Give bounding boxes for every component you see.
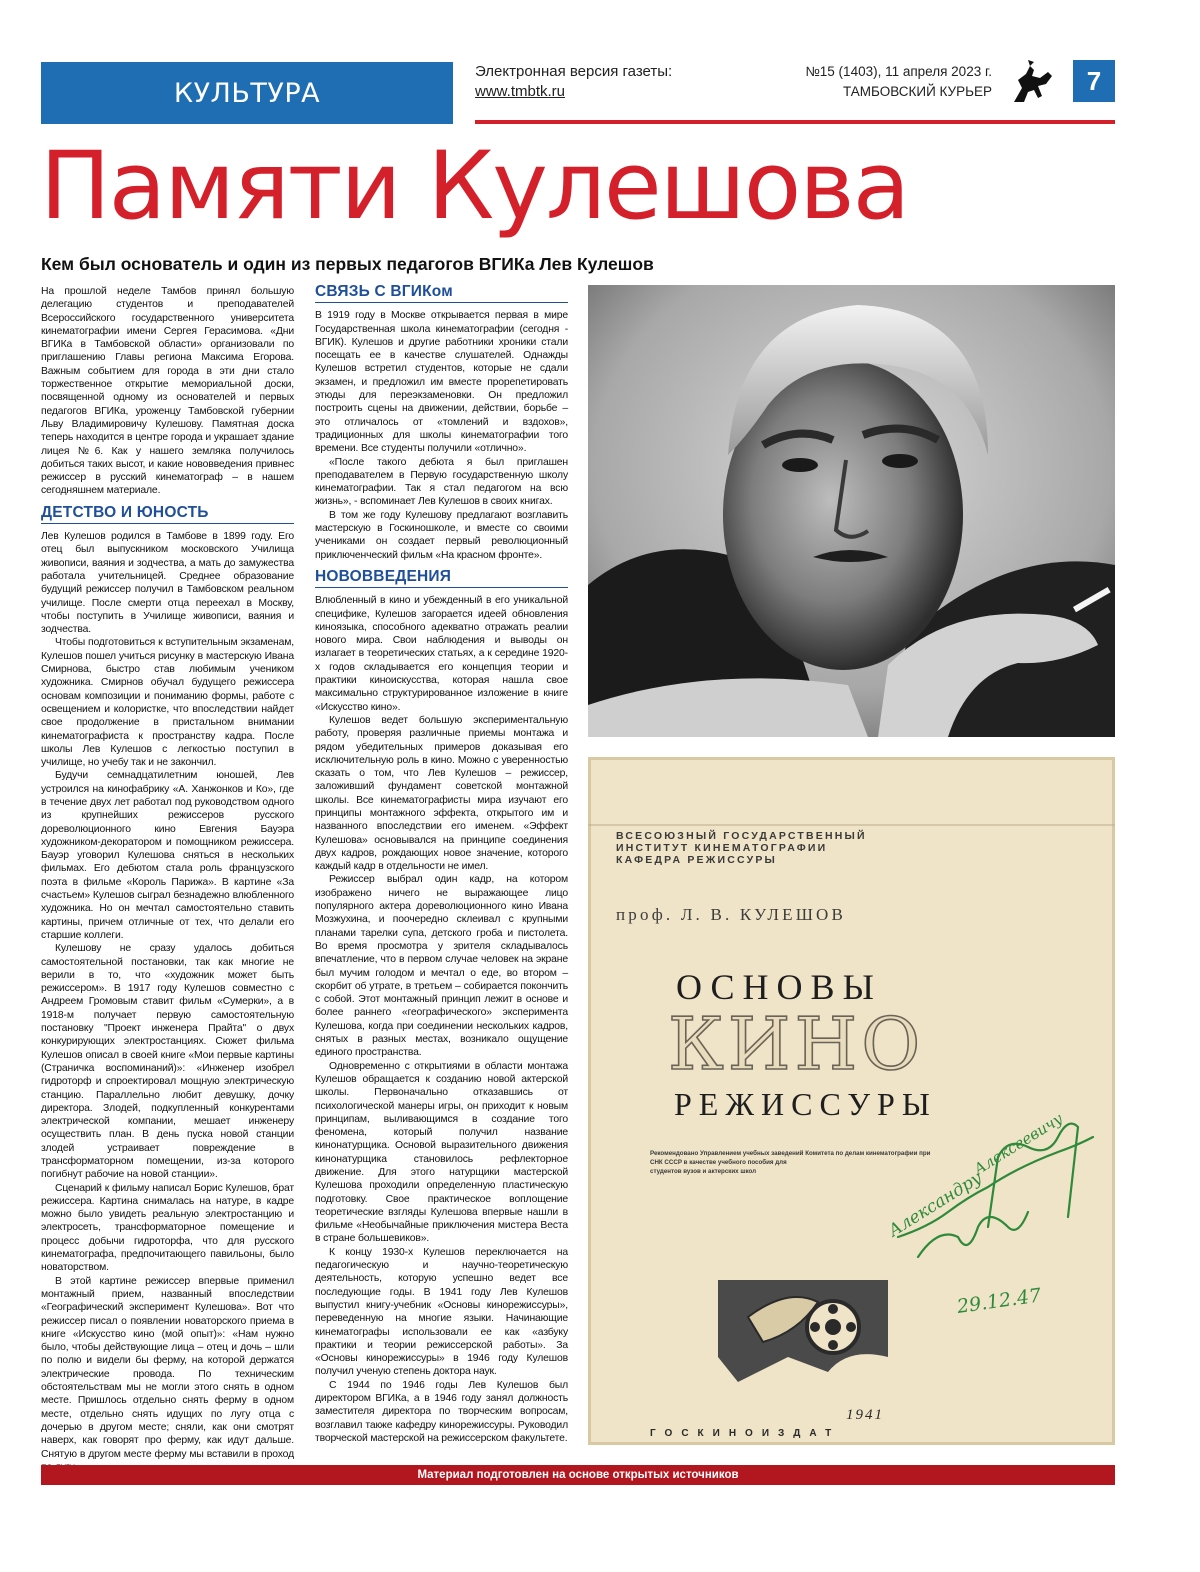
paragraph: В том же году Кулешову предлагают возглавить мастерскую в Госкиношколе, и вместе со своими учениками он создает первый революционный приключенческий фильм «На красном фронте». [315,509,568,561]
text-column-2 [315,285,568,1445]
book-institution-line-2: ИНСТИТУТ КИНЕМАТОГРАФИИ [616,842,828,854]
book-institution-line-1: ВСЕСОЮЗНЫЙ ГОСУДАРСТВЕННЫЙ [616,830,867,842]
footer-text: Материал подготовлен на основе открытых источников [417,1469,739,1481]
site-label: Электронная версия газеты: [475,63,673,80]
section-heading-vgik: СВЯЗЬ С ВГИКом [315,285,568,303]
paragraph: Лев Кулешов родился в Тамбове в 1899 году. Его отец был выпускником московского Училища живописи, ваяния и зодчества, а мать до замужества работала учительницей. Среднее образование будущий режиссер получил в Тамбовском реальном училище. После смерти отца переехал в Москву, чтобы поступить в Училище живописи, ваяния и зодчества. [41,531,294,636]
book-cover-image [588,757,1115,1445]
inscription-name: Александру [885,1167,986,1242]
book-cover-illustration [588,757,1115,1445]
section-heading-childhood: ДЕТСТВО И ЮНОСТЬ [41,498,294,524]
book-publisher: ГОСКИНОИЗДАТ [650,1428,841,1439]
section-banner [41,62,453,124]
page-number: 7 [1073,60,1115,102]
intro-paragraph: На прошлой неделе Тамбов принял большую делегацию студентов и преподавателей Всероссийского государственного университета кинематографии имени Сергея Герасимова. «Дни ВГИКа в Тамбовской области» организовали по приглашению Главы региона Максима Егорова. Важным событием для города в эти дни стало торжественное открытие мемориальной доски, посвященной одному из основателей и первых педагогов ВГИКа, уроженцу Тамбовской губернии Льву Владимировичу Кулешову. Памятная доска теперь находится в центре города и украшает здание лицея №6. Как у нашего земляка получилось добиться таких высот, и какие нововведения привнес режиссер в русский кинематограф – в нашем сегодняшнем материале. [41,286,294,497]
book-author: проф. Л. В. КУЛЕШОВ [616,905,847,924]
book-title-mid: КИНО [668,1002,925,1086]
issue-info [700,62,992,102]
header-rule [475,120,1115,124]
book-approval-line-3: студентов вузов и актерских школ [650,1168,757,1175]
paragraph: Влюбленный в кино и убежденный в его уникальной специфике, Кулешов загорается идеей обновления киноязыка, способного адекватно отражать реалии нового мира. Свои наблюдения и выводы он излагает в теоретических статьях, а к середине 1920-х годов складывается его концепция теории и практики киноискусства, которая нашла свое максимально структурированное изложение в книге «Искусство кино». [315,595,568,713]
footer-source-note [41,1465,1115,1485]
book-year: 1941 [846,1407,884,1423]
paragraph: Будучи семнадцатилетним юношей, Лев устроился на кинофабрику «А. Ханжонков и Ко», где в течение двух лет работал под руководством одного из крупнейших режиссеров русского дореволюционного кино Евгения Бауэра художником-декоратором и помощником режиссера. Бауэр уговорил Кулешова сняться в нескольких фильмах. Его дебютом стала роль французского поэта в фильме «Король Парижа». В картине «За счастьем» Кулешов сыграл безнадежно влюбленного художника. Но он мечтал самостоятельно ставить картины, причем отличные от тех, что делали его старшие коллеги. [41,770,294,941]
section-title: КУЛЬТУРА [173,77,321,109]
paper-name: ТАМБОВСКИЙ КУРЬЕР [842,84,992,99]
paragraph: С 1944 по 1946 годы Лев Кулешов был директором ВГИКа, а в 1946 году занял должность заместителя директора по творческим вопросам, возглавил также кафедру кинорежиссуры. Руководил творческой мастерской на режиссерском факультете. [315,1379,568,1444]
paragraph: Сценарий к фильму написал Борис Кулешов, брат режиссера. Картина снималась на натуре, в кадре можно было увидеть реальную электростанцию и электросеть, трансформаторное помещение и процесс добычи гидроторфа, что для русского кинематографа, предпочитающего павильоны, было новаторством. [41,1182,294,1274]
subheadline: Кем был основатель и один из первых педагогов ВГИКа Лев Кулешов [41,254,654,274]
paragraph: Режиссер выбрал один кадр, на котором изображено ничего не выражающее лицо популярного актера дореволюционного кино Ивана Мозжухина, и поочередно склеивал с крупными планами тарелки супа, детского гроба и пистолета. Во время просмотра у зрителя складывалось впечатление, что в первом случае человек на экране был мучим голодом и мечтал о еде, во втором – скорбит об утрате, в третьем – собирается покончить с собой. Этот монтажный принцип лежит в основе и более раннего «географического» эксперимента Кулешова, когда при соединении нескольких кадров, снятых в разных местах, возникало ощущение единого пространства. [315,874,568,1059]
headline: Памяти Кулешова [40,132,909,241]
paragraph: Кулешов ведет большую экспериментальную работу, проверяя различные приемы монтажа и рядом убедительных примеров доказывая его исключительную роль в кино. Можно с уверенностью сказать о том, что Лев Кулешов – режиссер, заложивший фундамент советской монтажной школы. Все кинематографисты мира изучают его принципы монтажного эффекта, открытого им и названного впоследствии его именем. «Эффект Кулешова» основывался на принципе соединения двух кадров, рождающих новое значение, которого каждый кадр в отдельности не имел. [315,714,568,873]
inscription-patronymic: Алексеевичу [970,1109,1067,1179]
book-title-top: ОСНОВЫ [676,967,882,1007]
issue-number: №15 (1403), 11 апреля 2023 г. [805,64,992,79]
paragraph: «После такого дебюта я был приглашен преподавателем в Первую государственную школу кинематографии. Так я стал педагогом на всю жизнь», - вспоминает Лев Кулешов в своих книгах. [315,456,568,508]
paragraph: Кулешову не сразу удалось добиться самостоятельной постановки, так как многие не верили в то, что «художник может быть режиссером». В 1917 году Кулешов совместно с Андреем Громовым ставит фильм «Сумерки», а в 1918-м получает первую самостоятельную постановку "Проект инженера Прайта" о двух конкурирующих электростанциях. Сюжет фильма Кулешов описал в своей книге «Мои первые картины (Страничка воспоминаний)»: «Инженер изобрел гидроторф и спроектировал мощную электрическую станцию. Параллельно любит девушку, дочку директора. Злодей, подкупленный конкурентами электрической компании, мешает инженеру осуществить план. В день пуска новой станции злодей устраивает повреждение в трансформаторном помещении, из-за которого погибнут рабочие на новой станции». [41,943,294,1181]
site-info [475,62,672,102]
paragraph: Чтобы подготовиться к вступительным экзаменам, Кулешов пошел учиться рисунку в мастерскую Ивана Смирнова, быстро став любимым учеником художника. Смирнов обучал будущего режиссера основам композиции и пониманию формы, работе с освещением и колористке, что впоследствии найдет свое продолжение в пристальном внимании кинематографиста к пространству кадра. После школы Лев Кулешов с легкостью поступил в училище, но учебу так и не закончил. [41,637,294,769]
paragraph: В этой картине режиссер впервые применил монтажный прием, названный впоследствии «Географический эксперимент Кулешова». Вот что режиссер писал о появлении новаторского приема в книге «Искусство кино (мой опыт)»: «Нам нужно было, чтобы действующие лица – отец и дочь – шли по полю и видели бы ферму, на которой держатся электрические провода. По техническим обстоятельствам мы не могли этого снять в одном месте. Пришлось отдельно снять ферму в одном месте, отдельно снять идущих по лугу отца с дочерью в другом месте; сняли, как они смотрят наверх, как говорят про ферму, как идут дальше. Снятую в другом месте ферму мы вставили в проход [41,1275,294,1460]
paragraph: К концу 1930-х Кулешов переключается на педагогическую и научно-теоретическую деятельность, которую успешно ведет все последующие годы. В 1941 году Лев Кулешов выпустил книгу-учебник «Основы кинорежиссуры», переведенную на многие языки. Начинающие кинематографы использовали ее как «азбуку практики и теории режиссерской работы». За «Основы кинорежиссуры» в 1946 году Кулешов получил ученую степень доктора наук. [315,1246,568,1378]
book-approval-line-1: Рекомендовано Управлением учебных заведений Комитета по делам кинематографии при [650,1150,931,1157]
horse-rider-icon [1008,58,1058,108]
book-approval-line-2: СНК СССР в качестве учебного пособия для [650,1159,787,1166]
text-column-1 [41,285,294,1474]
inscription-date: 29.12.47 [955,1284,1043,1318]
site-url-link[interactable]: www.tmbtk.ru [475,83,566,100]
book-title-bottom: РЕЖИССУРЫ [674,1086,937,1122]
portrait-illustration [588,285,1115,737]
paragraph: Одновременно с открытиями в области монтажа Кулешов обращается к созданию новой актерской школы. Первоначально отказавшись от психологической манеры игры, он приходит к новым принципам, выливающимся в создание того феномена, который получил название кинонатурщика. Основой выразительного движения кинонатурщика становилось рефлекторное движение. Для этого натурщики мастерской Кулешова проходили определенную пластическую подготовку. Свое практическое воплощение теоретические взгляды Кулешова впервые нашли в фильме «Необычайные приключения мистера Веста в стране большевиков». [315,1060,568,1245]
paragraph: В 1919 году в Москве открывается первая в мире Государственная школа кинематографии (сегодня - ВГИК). Кулешов и другие работники хроники стали посещать ее в качестве слушателей. Однажды Кулешов встретил студентов, которые не сдали экзамен, и предложил им вместе прорепетировать этюды для переэкзаменовки. Он предложил построить сцены на движении, действии, борьбе – это отличалось от «томлений и вздохов», традиционных для школы кинематографии того времени. Все студенты получили «отлично». [315,310,568,455]
portrait-photo [588,285,1115,737]
section-heading-innovations: НОВОВВЕДЕНИЯ [315,562,568,588]
book-institution-line-3: КАФЕДРА РЕЖИССУРЫ [616,854,778,866]
